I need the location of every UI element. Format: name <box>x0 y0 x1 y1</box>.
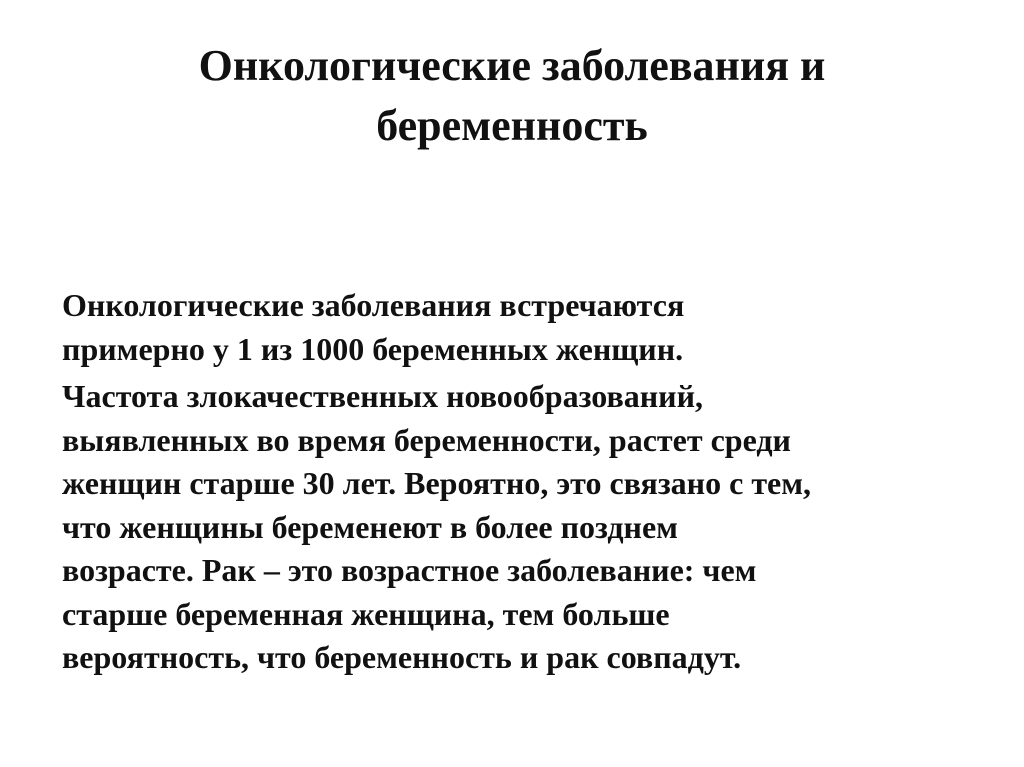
body-paragraph-incidence: Онкологические заболевания встречаются примерно у 1 из 1000 беременных женщин. <box>62 287 685 367</box>
body-paragraph-age-factor: Частота злокачественных новообразований, выявленных во время беременности, растет среди женщин старше 30 лет. Вероятно, это связано с тем, что женщины беременеют в более позднем возрасте. Рак – это возрастное заболевание: чем старше беременная женщина, тем больше вероятность, что беременность и рак совпадут. <box>62 378 812 675</box>
slide-title: Онкологические заболевания и берeменность <box>198 41 826 150</box>
slide-body <box>62 284 982 684</box>
